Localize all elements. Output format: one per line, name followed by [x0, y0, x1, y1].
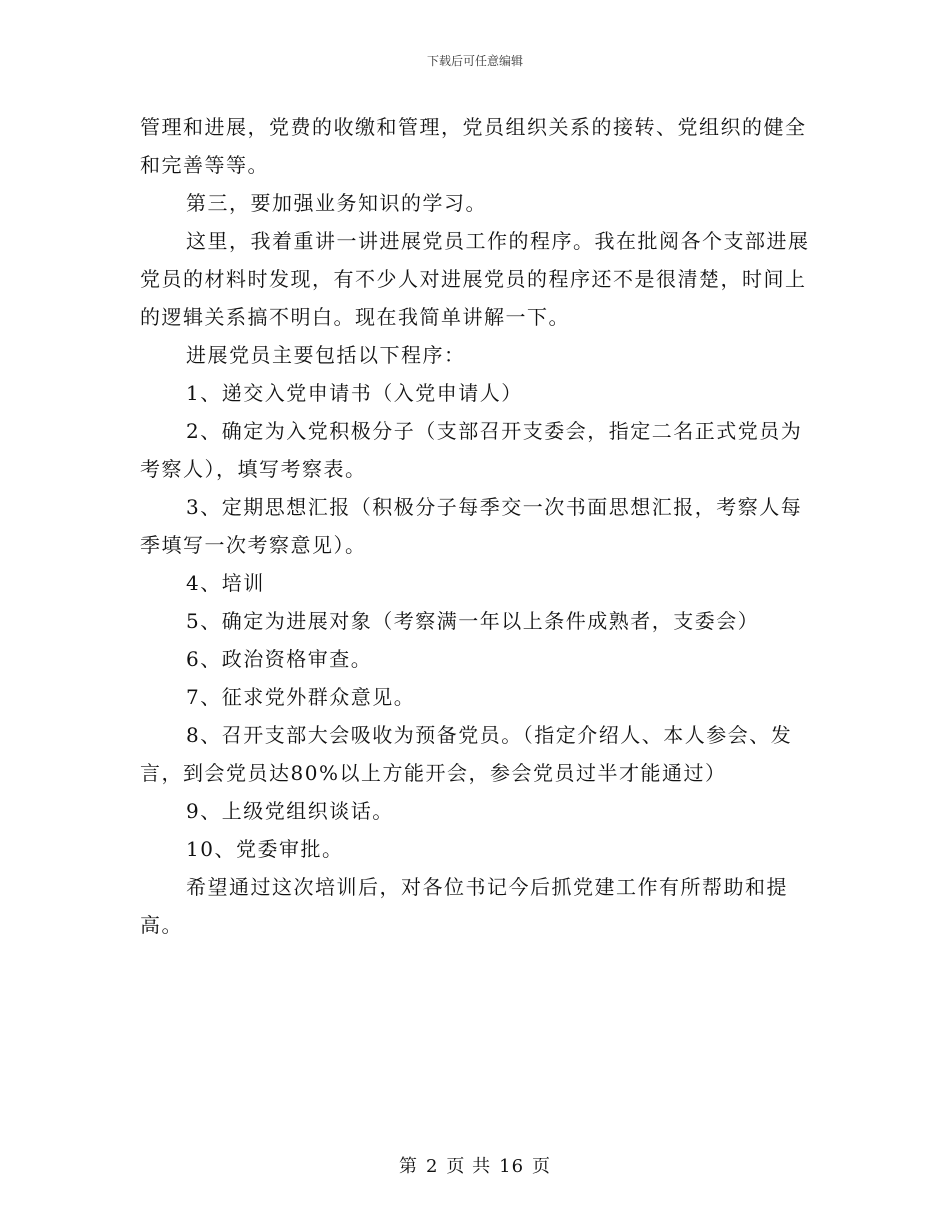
list-item: 7、征求党外群众意见。 [186, 685, 416, 709]
paragraph: 希望通过这次培训后，对各位书记今后抓党建工作有所帮助和提高。 [140, 875, 788, 937]
list-item: 5、确定为进展对象（考察满一年以上条件成熟者，支委会） [186, 609, 760, 633]
total-page-count: 16 [499, 1156, 525, 1177]
page-number-prefix: 第 [398, 1156, 418, 1177]
list-item: 8、召开支部大会吸收为预备党员。（指定介绍人、本人参会、发言，到会党员达80%以上方能开会，参会党员过半才能通过） [140, 723, 793, 785]
list-item: 3、定期思想汇报（积极分子每季交一次书面思想汇报，考察人每季填写一次考察意见）。 [140, 495, 803, 557]
paragraph: 管理和进展，党费的收缴和管理，党员组织关系的接转、党组织的健全和完善等等。 [140, 115, 807, 177]
page-header: 下载后可任意编辑 [426, 54, 523, 68]
list-item: 10、党委审批。 [186, 837, 344, 861]
paragraph: 进展党员主要包括以下程序： [186, 343, 466, 367]
current-page-number: 2 [425, 1156, 439, 1177]
page-number-middle: 页 共 [446, 1156, 492, 1177]
list-item: 1、递交入党申请书（入党申请人） [186, 381, 523, 405]
document-body [140, 108, 810, 944]
paragraph: 第三，要加强业务知识的学习。 [186, 191, 487, 215]
page-number-suffix: 页 [532, 1156, 552, 1177]
list-item: 6、政治资格审查。 [186, 647, 373, 671]
list-item: 4、培训 [186, 571, 265, 595]
page-footer [0, 1152, 950, 1178]
list-item: 9、上级党组织谈话。 [186, 799, 394, 823]
paragraph: 这里，我着重讲一讲进展党员工作的程序。我在批阅各个支部进展党员的材料时发现，有不少人对进展党员的程序还不是很清楚，时间上的逻辑关系搞不明白。现在我简单讲解一下。 [140, 229, 810, 329]
list-item: 2、确定为入党积极分子（支部召开支委会，指定二名正式党员为考察人），填写考察表。 [140, 419, 803, 481]
